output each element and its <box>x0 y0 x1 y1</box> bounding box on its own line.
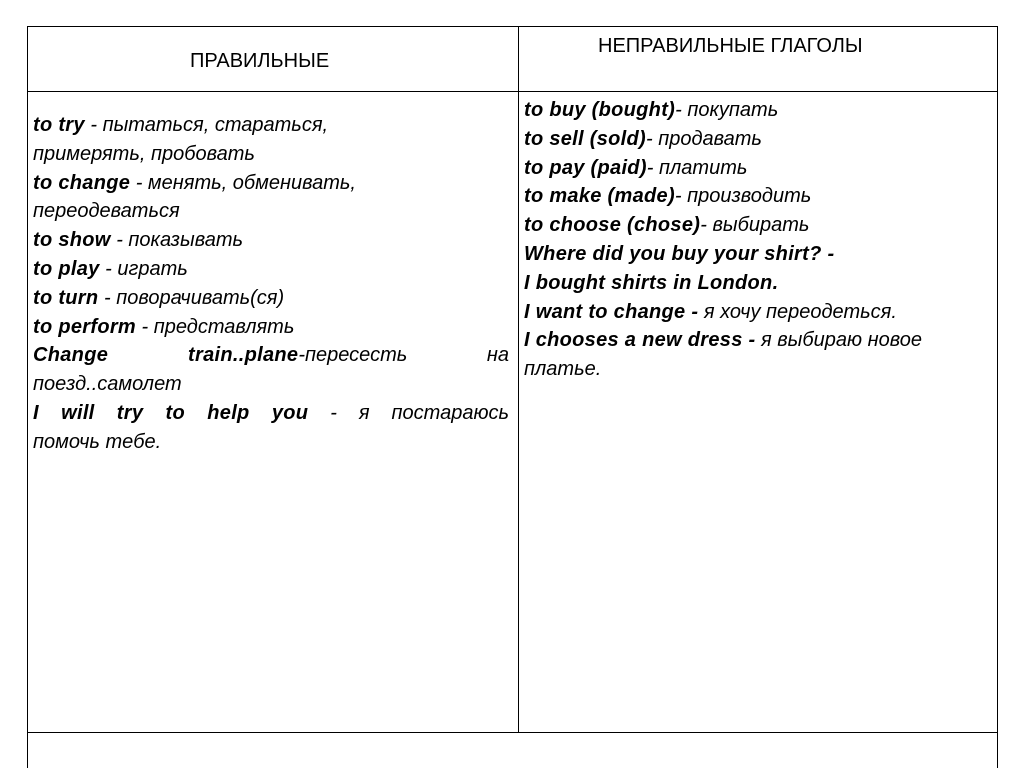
irregular-verb-translation: - покупать <box>675 99 779 121</box>
irregular-verb-line <box>524 240 994 269</box>
regular-verb-term: to change <box>33 171 131 194</box>
regular-verb-translation: - показывать <box>110 229 243 252</box>
irregular-verb-translation: платье. <box>524 358 602 381</box>
regular-verb-translation: переодеваться <box>33 200 180 223</box>
irregular-verb-line <box>524 96 994 125</box>
second-row-top-border <box>27 732 998 733</box>
regular-verb-translation: - я постараюсь <box>308 401 510 424</box>
regular-verb-term: to play <box>33 257 100 280</box>
regular-verb-line <box>33 370 509 399</box>
irregular-verb-line <box>524 326 994 355</box>
irregular-verb-term: Where did you buy your shirt? - <box>524 242 835 265</box>
irregular-verb-line <box>524 355 994 384</box>
irregular-verb-term: to make (made) <box>524 185 675 208</box>
regular-verb-term: I will try to help you <box>33 401 309 424</box>
regular-verb-translation: -пересесть на <box>298 344 509 367</box>
irregular-verb-translation: я выбираю новое <box>755 329 922 352</box>
regular-verb-translation: - поворачивать(ся) <box>98 286 285 309</box>
regular-verb-line <box>33 140 509 169</box>
regular-verb-translation: - играть <box>99 257 188 280</box>
irregular-verb-translation: - продавать <box>645 127 762 150</box>
irregular-verb-line <box>524 125 994 154</box>
column-divider <box>518 26 519 733</box>
regular-verb-translation: примерять, пробовать <box>33 142 255 165</box>
regular-verb-term: to perform <box>33 315 136 338</box>
irregular-verb-line <box>524 154 994 183</box>
regular-verb-term: to try <box>33 114 85 136</box>
header-regular-verbs: ПРАВИЛЬНЫЕ <box>190 50 330 72</box>
header-irregular-verbs: НЕПРАВИЛЬНЫЕ ГЛАГОЛЫ <box>598 35 863 57</box>
irregular-verb-line <box>524 298 994 327</box>
irregular-verb-term: I bought shirts in London. <box>524 271 779 294</box>
regular-verbs-list <box>33 111 509 457</box>
regular-verb-term: to turn <box>33 286 99 309</box>
table-left-border <box>27 26 28 768</box>
regular-verb-line <box>33 197 509 226</box>
irregular-verb-translation: - выбирать <box>700 214 810 237</box>
regular-verb-line <box>33 399 509 428</box>
regular-verb-translation: поезд..самолет <box>33 373 182 396</box>
regular-verb-line <box>33 341 509 370</box>
irregular-verb-translation: - производить <box>674 185 812 208</box>
regular-verb-translation: помочь тебе. <box>33 430 162 453</box>
regular-verb-translation: - пытаться, стараться, <box>84 114 329 136</box>
header-bottom-border <box>27 91 998 92</box>
irregular-verb-line <box>524 269 994 298</box>
irregular-verb-term: I want to change - <box>524 300 699 323</box>
irregular-verb-line <box>524 182 994 211</box>
regular-verb-line <box>33 284 509 313</box>
regular-verb-line <box>33 428 509 457</box>
irregular-verb-translation: я хочу переодеться. <box>698 300 897 323</box>
irregular-verb-translation: - платить <box>646 156 748 179</box>
regular-verb-line <box>33 169 509 198</box>
irregular-verb-term: to pay (paid) <box>524 156 647 179</box>
regular-verb-line <box>33 111 509 140</box>
regular-verb-term: to show <box>33 229 111 252</box>
regular-verb-line <box>33 255 509 284</box>
irregular-verb-line <box>524 211 994 240</box>
regular-verb-translation: - представлять <box>136 315 295 338</box>
irregular-verb-term: I chooses a new dress - <box>524 329 756 352</box>
regular-verb-translation: - менять, обменивать, <box>130 171 356 194</box>
irregular-verb-term: to buy (bought) <box>524 99 676 121</box>
irregular-verb-term: to choose (chose) <box>524 214 701 237</box>
irregular-verbs-list <box>524 96 994 384</box>
regular-verb-term: Change train..plane <box>33 344 299 367</box>
regular-verb-line <box>33 313 509 342</box>
regular-verb-line <box>33 226 509 255</box>
table-right-border <box>997 26 998 768</box>
irregular-verb-term: to sell (sold) <box>524 127 646 150</box>
table-top-border <box>27 26 998 27</box>
